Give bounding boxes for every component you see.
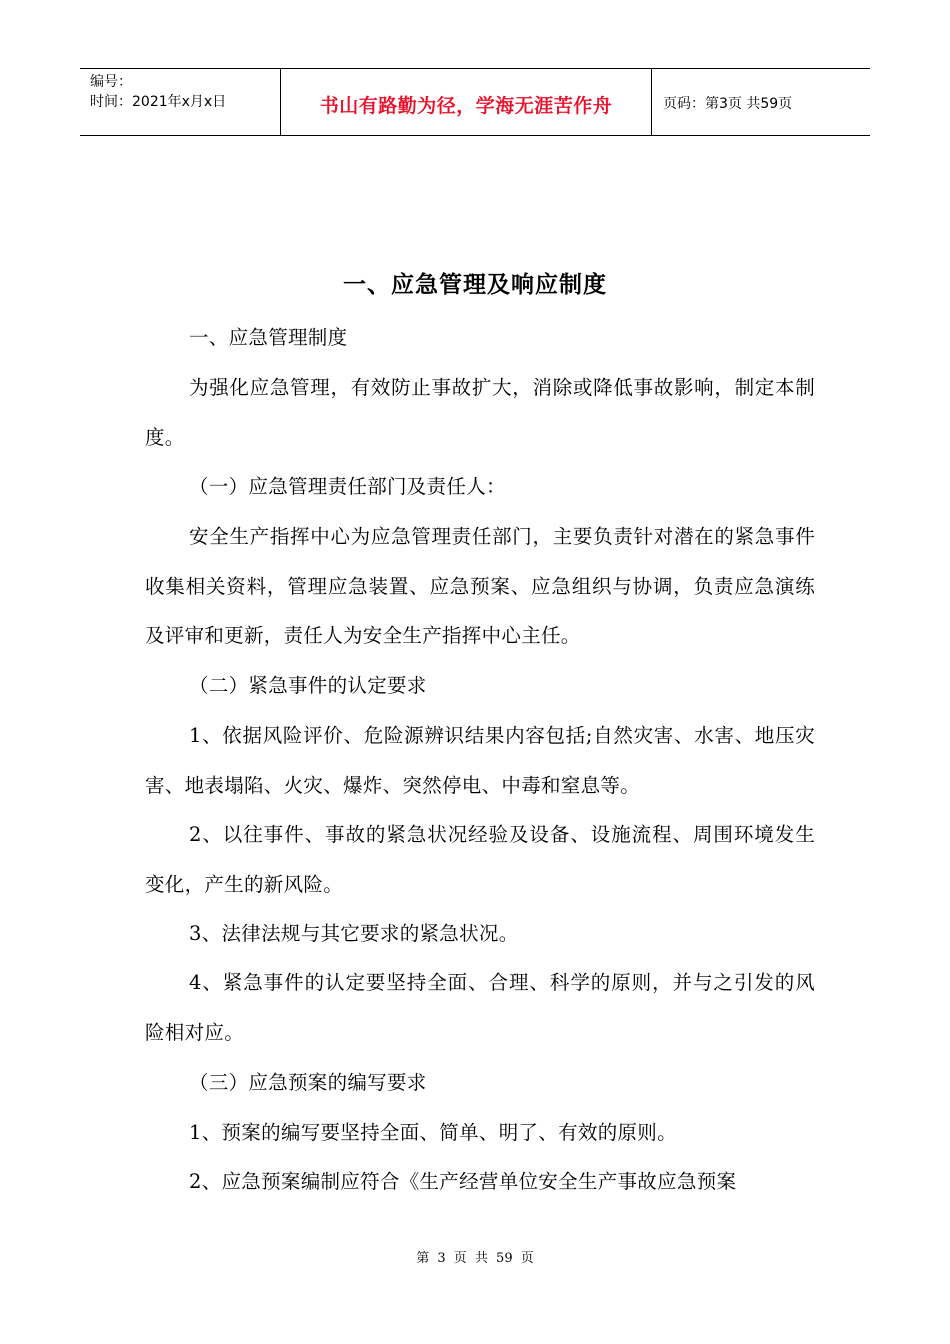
page-footer: 第 3 页 共 59 页 xyxy=(416,1251,534,1266)
subsection-heading: （一）应急管理责任部门及责任人： xyxy=(189,475,506,498)
document-number-label: 编号： xyxy=(90,74,132,90)
paragraph: 2、以往事件、事故的紧急状况经验及设备、设施流程、周围环境发生变化，产生的新风险。 xyxy=(145,823,815,896)
subsection-heading: （二）紧急事件的认定要求 xyxy=(189,674,427,697)
document-title: 一、应急管理及响应制度 xyxy=(343,272,607,298)
header-table xyxy=(80,68,870,136)
paragraph: 1、依据风险评价、危险源辨识结果内容包括;自然灾害、水害、地压灾害、地表塌陷、火灾、爆炸、突然停电、中毒和窒息等。 xyxy=(145,724,815,797)
header-meta-cell xyxy=(80,69,281,135)
header-page-cell xyxy=(652,69,870,135)
header-motto: 书山有路勤为径，学海无涯苦作舟 xyxy=(319,94,613,117)
paragraph: 安全生产指挥中心为应急管理责任部门，主要负责针对潜在的紧急事件收集相关资料，管理应急装置、应急预案、应急组织与协调，负责应急演练及评审和更新，责任人为安全生产指挥中心主任。 xyxy=(145,525,815,647)
header-page-info: 页码：第3页 共59页 xyxy=(663,96,793,112)
paragraph: 3、法律法规与其它要求的紧急状况。 xyxy=(189,922,519,945)
header-motto-cell xyxy=(281,69,652,135)
section-heading: 一、应急管理制度 xyxy=(189,326,348,349)
paragraph: 4、紧急事件的认定要坚持全面、合理、科学的原则，并与之引发的风险相对应。 xyxy=(145,971,815,1044)
paragraph: 1、预案的编写要坚持全面、简单、明了、有效的原则。 xyxy=(189,1121,677,1144)
subsection-heading: （三）应急预案的编写要求 xyxy=(189,1071,427,1094)
paragraph: 为强化应急管理，有效防止事故扩大，消除或降低事故影响，制定本制度。 xyxy=(145,376,815,449)
paragraph: 2、应急预案编制应符合《生产经营单位安全生产事故应急预案 xyxy=(189,1170,737,1193)
document-time-label: 时间：2021年x月x日 xyxy=(90,94,227,110)
